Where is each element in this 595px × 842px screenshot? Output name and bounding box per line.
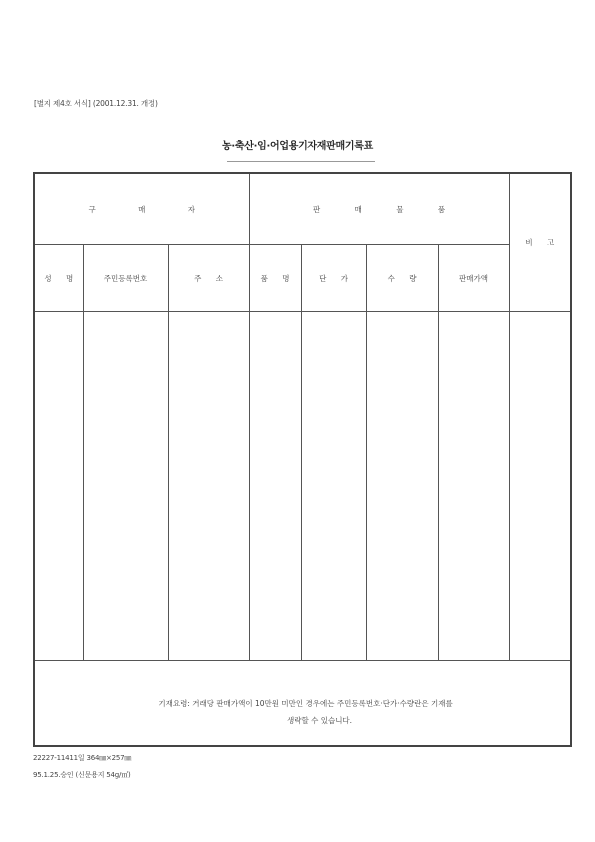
quantity-entry-cell[interactable]	[366, 312, 438, 661]
product-name-entry-cell[interactable]	[249, 312, 301, 661]
column-address: 주 소	[168, 245, 249, 312]
sale-price-entry-cell[interactable]	[438, 312, 509, 661]
instructions-line-2: 생략할 수 있습니다.	[286, 716, 353, 725]
remarks-entry-cell[interactable]	[509, 312, 571, 661]
footer-spec-line: 22227-11411일 364㎜×257㎜	[33, 754, 132, 762]
form-title: 농·축산·임·어업용기자재판매기록표	[222, 141, 373, 152]
name-entry-cell[interactable]	[34, 312, 83, 661]
sales-item-group-header: 판 매 물 품	[249, 173, 509, 245]
column-resident-number: 주민등록번호	[83, 245, 168, 312]
column-sale-price: 판매가액	[438, 245, 509, 312]
instructions-line-1: 기재요령: 거래당 판매가액이 10만원 미만인 경우에는 주민등록번호·단가·수량란은 기재를	[158, 699, 453, 708]
column-name: 성 명	[34, 245, 83, 312]
unit-price-entry-cell[interactable]	[301, 312, 366, 661]
column-product-name: 품 명	[249, 245, 301, 312]
column-quantity: 수 량	[366, 245, 438, 312]
remarks-header: 비 고	[509, 173, 571, 312]
footer-approval-line: 95.1.25.승인 (신문용지 54g/㎡)	[33, 771, 131, 779]
form-reference: [별지 제4호 서식] (2001.12.31. 개정)	[34, 99, 158, 108]
buyer-group-header: 구 매 자	[34, 173, 249, 245]
sales-record-table	[33, 172, 572, 747]
address-entry-cell[interactable]	[168, 312, 249, 661]
title-underline	[227, 161, 375, 162]
column-unit-price: 단 가	[301, 245, 366, 312]
resident-number-entry-cell[interactable]	[83, 312, 168, 661]
instructions-note	[34, 661, 571, 747]
